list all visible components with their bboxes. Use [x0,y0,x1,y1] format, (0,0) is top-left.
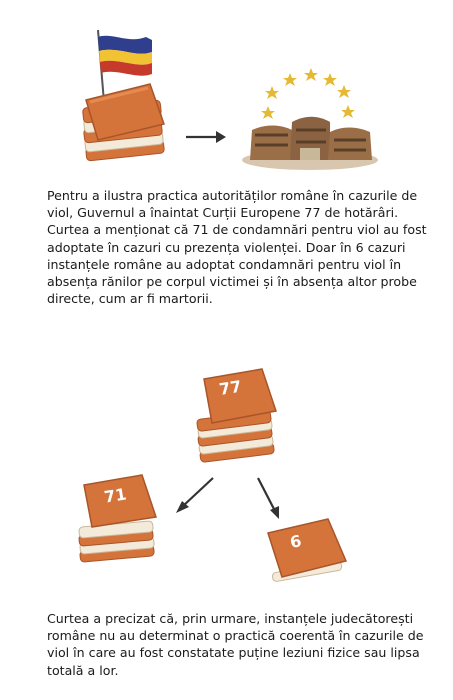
violence-count-label: 71 [102,484,128,507]
top-illustration [0,0,453,180]
document-stack-total [197,369,276,462]
no-injury-count-label: 6 [288,531,304,553]
arrow-icon [258,478,279,519]
arrow-icon [186,131,226,143]
document-stack-icon [82,84,164,161]
european-court-building-icon [242,117,378,170]
intro-paragraph: Pentru a ilustra practica autorităților române în cazurile de viol, Guvernul a înaintat Curții Europene 77 de hotărâri. Curtea a menționat că 71 de condamnări pentru viol au fost adoptate în cazuri cu prezența violenței. Doar în 6 cazuri instanțele române au adoptat condamnări pentru viol în absența rănilor pe corpul victimei și în absența altor probe directe, cum ar fi martorii. [47,188,427,307]
conclusion-paragraph: Curtea a precizat că, prin urmare, instanțele judecătorești române nu au determinat o practică coerentă în cazurile de viol în care au fost constatate puține leziuni fizice sau lipsa totală a lor. [47,611,424,678]
stacks-illustration [0,355,453,600]
document-stack-no-injury [268,519,346,582]
eu-stars-icon [261,68,355,119]
arrow-icon [176,478,213,513]
document-stack-violence [79,475,156,562]
total-count-label: 77 [217,376,243,399]
